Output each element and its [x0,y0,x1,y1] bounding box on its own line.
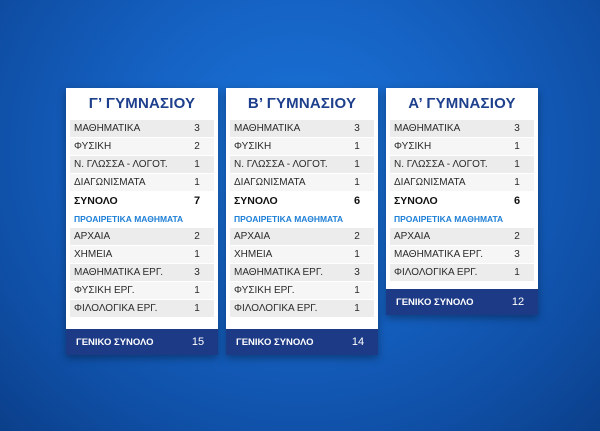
subject-row [390,156,534,173]
subject-hours: 1 [194,303,200,314]
subtotal-row [70,192,214,209]
subject-row [390,228,534,245]
subject-name: ΜΑΘΗΜΑΤΙΚΑ ΕΡΓ. [394,249,484,260]
subject-name: ΦΙΛΟΛΟΓΙΚΑ ΕΡΓ. [74,303,158,314]
subject-hours: 1 [194,249,200,260]
subject-name: ΦΥΣΙΚΗ ΕΡΓ. [234,285,295,296]
subject-hours: 3 [354,123,360,134]
subtotal-value: 6 [513,194,521,207]
subtotal-value: 6 [353,194,361,207]
subtotal-label: ΣΥΝΟΛΟ [394,194,438,207]
subject-hours: 1 [194,177,200,188]
subject-name: ΔΙΑΓΩΝΙΣΜΑΤΑ [74,177,146,188]
subject-row [70,300,214,317]
subject-hours: 2 [194,231,200,242]
subject-row [390,174,534,191]
optional-subjects-heading: ΠΡΟΑΙΡΕΤΙΚΑ ΜΑΘΗΜΑΤΑ [394,214,504,224]
subject-row [230,138,374,155]
grand-total-value: 12 [511,296,525,308]
subject-hours: 1 [194,159,200,170]
subject-hours: 3 [354,267,360,278]
subject-row [390,264,534,281]
subject-hours: 1 [194,285,200,296]
subject-name: ΧΗΜΕΙΑ [74,249,113,260]
core-subjects-list [66,120,218,209]
subject-name: ΦΙΛΟΛΟΓΙΚΑ ΕΡΓ. [394,267,478,278]
subject-hours: 2 [194,141,200,152]
optional-subjects-heading: ΠΡΟΑΙΡΕΤΙΚΑ ΜΑΘΗΜΑΤΑ [74,214,184,224]
grand-total-bar [66,329,218,355]
subject-hours: 3 [514,123,520,134]
subtotal-value: 7 [193,194,201,207]
subject-row [70,228,214,245]
subject-hours: 1 [514,267,520,278]
optional-subjects-heading: ΠΡΟΑΙΡΕΤΙΚΑ ΜΑΘΗΜΑΤΑ [234,214,344,224]
subject-row [390,246,534,263]
subject-name: ΦΥΣΙΚΗ [394,141,432,152]
card-a-gymnasiou [386,88,538,315]
subject-name: Ν. ΓΛΩΣΣΑ - ΛΟΓΟΤ. [394,159,488,170]
subject-hours: 3 [194,123,200,134]
card-title: Γ’ ΓΥΜΝΑΣΙΟΥ [88,95,196,112]
subject-name: Ν. ΓΛΩΣΣΑ - ΛΟΓΟΤ. [74,159,168,170]
subject-name: ΧΗΜΕΙΑ [234,249,273,260]
optional-subjects-list [386,228,538,281]
subject-row [70,282,214,299]
subtotal-row [390,192,534,209]
subject-hours: 1 [514,141,520,152]
subject-hours: 3 [514,249,520,260]
subject-hours: 1 [354,159,360,170]
subject-row [390,120,534,137]
grand-total-value: 14 [351,336,365,348]
subtotal-label: ΣΥΝΟΛΟ [74,194,118,207]
subject-hours: 1 [354,177,360,188]
subject-row [70,138,214,155]
card-title: Α’ ΓΥΜΝΑΣΙΟΥ [408,95,516,112]
core-subjects-list [226,120,378,209]
subject-name: ΦΥΣΙΚΗ [234,141,272,152]
subject-name: ΜΑΘΗΜΑΤΙΚΑ ΕΡΓ. [74,267,164,278]
subject-row [230,120,374,137]
optional-subjects-list [66,228,218,317]
subject-row [70,174,214,191]
subject-hours: 2 [514,231,520,242]
subject-name: ΜΑΘΗΜΑΤΙΚΑ [74,123,141,134]
subject-row [230,174,374,191]
subject-hours: 2 [354,231,360,242]
subject-name: ΦΥΣΙΚΗ [74,141,112,152]
subject-row [70,264,214,281]
subject-row [230,300,374,317]
card-v-gymnasiou [226,88,378,355]
subject-hours: 1 [354,285,360,296]
subject-name: ΑΡΧΑΙΑ [394,231,431,242]
subject-row [390,138,534,155]
subtotal-label: ΣΥΝΟΛΟ [234,194,278,207]
card-title: Β’ ΓΥΜΝΑΣΙΟΥ [247,95,357,112]
subject-name: ΦΥΣΙΚΗ ΕΡΓ. [74,285,135,296]
subject-row [70,246,214,263]
subject-hours: 1 [514,177,520,188]
subject-name: Ν. ΓΛΩΣΣΑ - ΛΟΓΟΤ. [234,159,328,170]
subject-name: ΑΡΧΑΙΑ [234,231,271,242]
subtotal-row [230,192,374,209]
subject-hours: 1 [354,303,360,314]
grand-total-label: ΓΕΝΙΚΟ ΣΥΝΟΛΟ [396,296,474,308]
optional-subjects-list [226,228,378,317]
subject-hours: 1 [354,141,360,152]
subject-name: ΑΡΧΑΙΑ [74,231,111,242]
subject-name: ΜΑΘΗΜΑΤΙΚΑ [234,123,301,134]
subject-name: ΔΙΑΓΩΝΙΣΜΑΤΑ [234,177,306,188]
grand-total-bar [226,329,378,355]
subject-row [230,228,374,245]
grand-total-value: 15 [191,336,205,348]
card-g-gymnasiou [66,88,218,355]
grand-total-bar [386,289,538,315]
grand-total-label: ΓΕΝΙΚΟ ΣΥΝΟΛΟ [236,336,314,348]
subject-row [70,156,214,173]
subject-row [230,246,374,263]
grand-total-label: ΓΕΝΙΚΟ ΣΥΝΟΛΟ [76,336,154,348]
subject-name: ΔΙΑΓΩΝΙΣΜΑΤΑ [394,177,466,188]
subject-row [230,264,374,281]
subject-name: ΦΙΛΟΛΟΓΙΚΑ ΕΡΓ. [234,303,318,314]
subject-name: ΜΑΘΗΜΑΤΙΚΑ [394,123,461,134]
subject-row [230,282,374,299]
core-subjects-list [386,120,538,209]
subject-hours: 1 [514,159,520,170]
subject-row [70,120,214,137]
subject-name: ΜΑΘΗΜΑΤΙΚΑ ΕΡΓ. [234,267,324,278]
subject-row [230,156,374,173]
subject-hours: 3 [194,267,200,278]
subject-hours: 1 [354,249,360,260]
